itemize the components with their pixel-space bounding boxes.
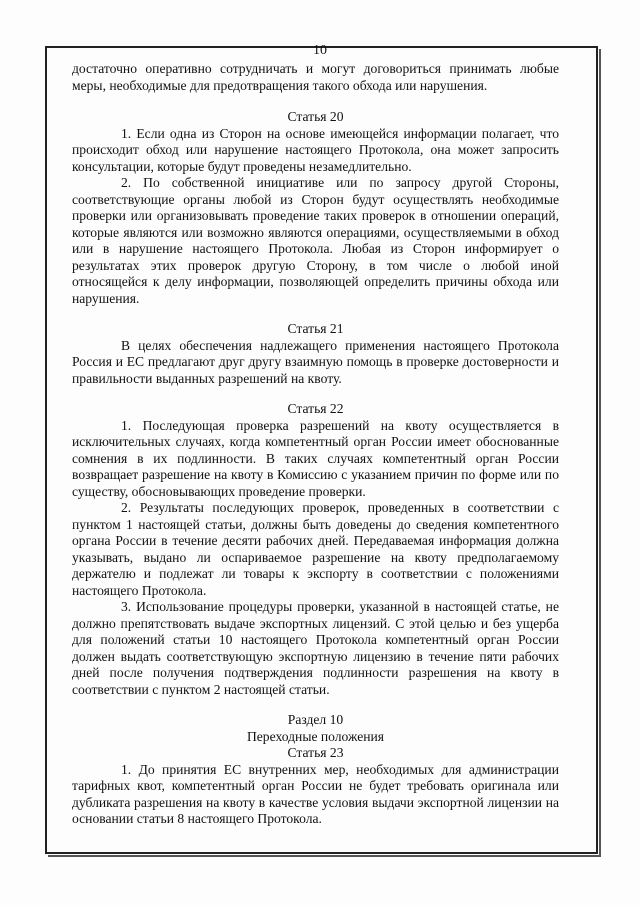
article-22-paragraph-2: 2. Результаты последующих проверок, проведенных в соответствии с пунктом 1 настоящей статьи, должны быть доведены до сведения компетентного органа России в течение десяти рабочих дней. Передаваемая информация должна указывать, выдано ли оспариваемое разрешение на квоту предполагаемому держателю и подлежат ли товары к экспорту в соответствии с положениями настоящего Протокола. — [72, 500, 559, 598]
article-22-title: Статья 22 — [287, 401, 344, 416]
article-22-paragraph-3: 3. Использование процедуры проверки, указанной в настоящей статье, не должно препятствовать выдаче экспортных лицензий. С этой целью и без ущерба для положений статьи 10 настоящего Протокола компетентный орган России должен выдать соответствующую экспортную лицензию в течение пяти рабочих дней после получения подтверждения подлинности разрешения на квоту в соответствии с пунктом 2 настоящей статьи. — [72, 599, 559, 697]
paragraph-continuation: достаточно оперативно сотрудничать и могут договориться принимать любые меры, необходимые для предотвращения такого обхода или нарушения. — [72, 61, 559, 93]
page-number: 10 — [313, 43, 327, 58]
article-21-title: Статья 21 — [287, 321, 344, 336]
article-21-paragraph-1: В целях обеспечения надлежащего применения настоящего Протокола Россия и ЕС предлагают друг другу взаимную помощь в проверке достоверности и правильности выданных разрешений на квоту. — [72, 337, 559, 386]
article-22-paragraph-1: 1. Последующая проверка разрешений на квоту осуществляется в исключительных случаях, когда компетентный орган России имеет обоснованные сомнения в их подлинности. В таких случаях компетентный орган России возвращает разрешение на квоту в Комиссию с указанием причин по форме или по существу, обосновывающих проведение проверки. — [72, 417, 559, 499]
section-10-subtitle: Переходные положения — [246, 728, 385, 744]
document-body — [72, 61, 559, 828]
section-10-title: Раздел 10 — [287, 712, 344, 727]
article-23-paragraph-1: 1. До принятия ЕС внутренних мер, необходимых для администрации тарифных квот, компетентный орган России не будет требовать оригинала или дубликата разрешения на квоту в качестве условия выдачи экспортной лицензии на основании статьи 8 настоящего Протокола. — [72, 761, 559, 826]
article-20-paragraph-2: 2. По собственной инициативе или по запросу другой Стороны, соответствующие органы любой из Сторон будут осуществлять необходимые проверки или организовывать проведение таких проверок в отношении операций, которые являются или возможно являются операциями, осуществляемыми в обход или в нарушение настоящего Протокола. Любая из Сторон информирует о результатах этих проверок другую Сторону, в том числе о любой иной относящейся к делу информации, позволяющей определить причины обхода или нарушения. — [72, 175, 559, 306]
article-20-paragraph-1: 1. Если одна из Сторон на основе имеющейся информации полагает, что происходит обход или нарушение настоящего Протокола, она может запросить консультации, которые будут проведены незамедлительно. — [72, 125, 559, 174]
article-20-title: Статья 20 — [287, 109, 344, 124]
article-23-title: Статья 23 — [287, 745, 344, 760]
